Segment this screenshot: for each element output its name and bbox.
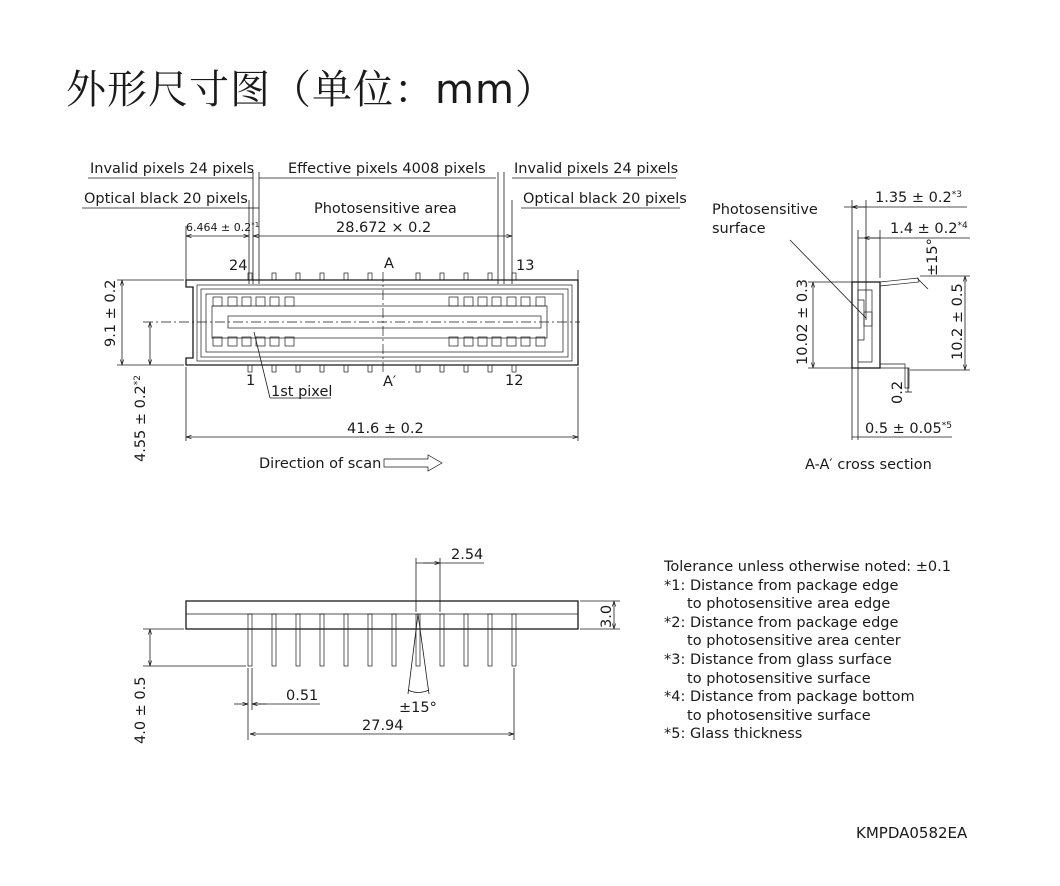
cross-section-caption: A-A′ cross section	[805, 457, 932, 473]
tolerance-notes	[664, 558, 951, 744]
side-leads	[248, 614, 516, 666]
lead-span-dim: 27.94	[362, 718, 404, 734]
section-a-label: A	[384, 256, 394, 272]
lead-angle-label: ±15°	[925, 238, 941, 276]
note-line: *1: Distance from package edge	[664, 577, 899, 594]
page-title: 外形尺寸图（单位：mm）	[66, 67, 556, 113]
note-line: *2: Distance from package edge	[664, 614, 899, 631]
top-lead	[880, 278, 919, 286]
bottom-distance-dim: $1.4 \pm 0.2^{*4}$	[890, 221, 968, 237]
invalid-pixels-right-label: Invalid pixels 24 pixels	[514, 161, 679, 177]
drawing-code: KMPDA0582EA	[856, 824, 968, 842]
pin-12-label: 12	[505, 373, 524, 389]
offset-dimension: $6.464 \pm 0.2^{*1}$	[186, 221, 260, 234]
glass-thickness-dim: $0.5 \pm 0.05^{*5}$	[865, 421, 952, 437]
top-pins	[248, 273, 516, 280]
note-line: to photosensitive surface	[664, 707, 871, 724]
lead-width-dim: 0.51	[286, 688, 319, 704]
optical-black-left-label: Optical black 20 pixels	[84, 191, 248, 207]
bottom-pins	[248, 365, 516, 372]
overall-height-dim: 10.2 ± 0.5	[950, 283, 966, 360]
pin-pitch-dim: 2.54	[451, 547, 484, 563]
surface-label-1: Photosensitive	[712, 202, 818, 218]
side-package-body	[186, 601, 578, 629]
lead-angle-dim: ±15°	[399, 700, 437, 716]
width-dimension: 41.6 ± 0.2	[347, 421, 424, 437]
note-line: to photosensitive area edge	[664, 596, 891, 613]
height-dimension: 9.1 ± 0.2	[103, 279, 119, 347]
pin-24-label: 24	[229, 258, 248, 274]
surface-label-2: surface	[712, 221, 766, 237]
section-a-prime-label: A′	[383, 374, 397, 390]
package-thickness-dim: 3.0	[599, 604, 615, 628]
lead-offset-dim: 0.2	[890, 380, 906, 404]
note-line: *3: Distance from glass surface	[664, 651, 892, 668]
note-line: to photosensitive area center	[664, 633, 901, 650]
note-line: to photosensitive surface	[664, 670, 871, 687]
pin-1-label: 1	[246, 373, 256, 389]
optical-black-right-label: Optical black 20 pixels	[523, 191, 687, 207]
center-dimension: $4.55 \pm 0.2^{*2}$	[133, 375, 149, 462]
glass-distance-dim: $1.35 \pm 0.2^{*3}$	[875, 190, 962, 206]
note-line: Tolerance unless otherwise noted: ±0.1	[664, 559, 951, 575]
photosensitive-area-size: 28.672 × 0.2	[336, 220, 432, 236]
scan-direction-label: Direction of scan	[259, 456, 382, 472]
photosensitive-area-label: Photosensitive area	[314, 201, 457, 217]
pin-13-label: 13	[516, 258, 535, 274]
effective-pixels-label: Effective pixels 4008 pixels	[288, 161, 486, 177]
bond-pads	[213, 297, 545, 346]
top-view	[82, 161, 687, 472]
scan-arrow-icon	[384, 455, 442, 471]
first-pixel-label: 1st pixel	[271, 384, 333, 400]
note-line: *4: Distance from package bottom	[664, 689, 915, 706]
invalid-pixels-left-label: Invalid pixels 24 pixels	[90, 161, 255, 177]
side-view	[133, 547, 620, 744]
lead-length-dim: 4.0 ± 0.5	[133, 676, 149, 744]
package-height-dim: 10.02 ± 0.3	[795, 279, 811, 365]
cross-section-view	[712, 190, 970, 473]
note-line: *5: Glass thickness	[664, 726, 803, 743]
